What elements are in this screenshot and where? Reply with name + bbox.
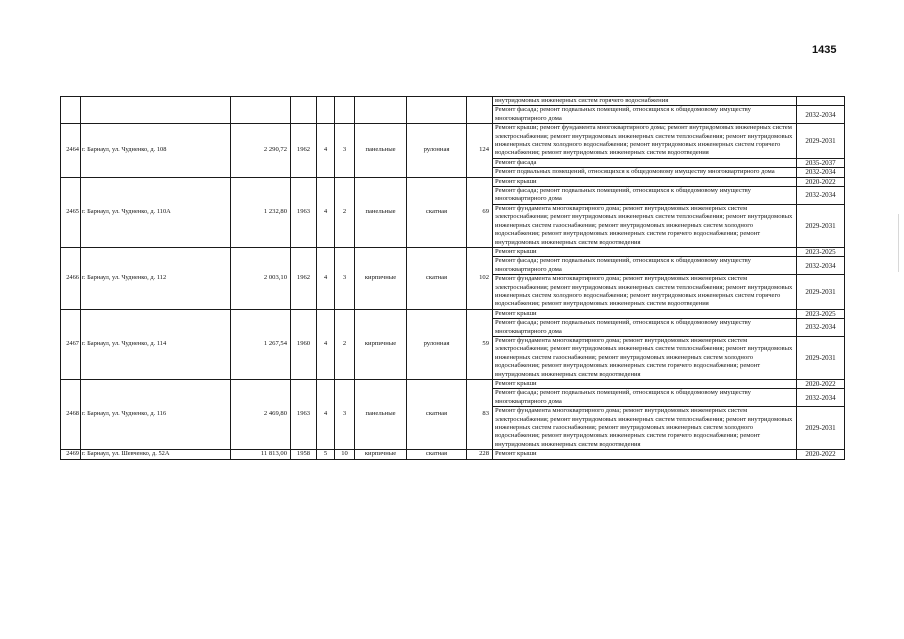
table-row <box>61 450 845 459</box>
work-description: Ремонт крыши <box>493 380 797 389</box>
work-period: 2023-2025 <box>797 247 845 256</box>
work-description: Ремонт фасада; ремонт подвальных помещений, относящихся к общедомовому имуществу многоквартирного дома <box>493 389 797 407</box>
table-row <box>61 124 845 159</box>
work-description: Ремонт фундамента многоквартирного дома; ремонт внутридомовых инженерных систем электроснабжения; ремонт внутридомовых инженерных систем теплоснабжения; ремонт внутридомовых инженерных систем газоснабжения; ремонт внутридомовых инженерных систем холодного водоснабжения; ремонт внутридомовых инженерных систем горячего водоснабжения; ремонт внутридомовых инженерных систем водоотведения <box>493 407 797 450</box>
empty-cell <box>61 97 81 124</box>
page-number: 1435 <box>812 44 837 56</box>
building-year: 1958 <box>291 450 317 459</box>
empty-cell <box>407 97 467 124</box>
building-floors: 4 <box>317 247 335 309</box>
work-description: Ремонт крыши; ремонт фундамента многоквартирного дома; ремонт внутридомовых инженерных систем электроснабжения; ремонт внутридомовых инженерных систем теплоснабжения; ремонт внутридомовых инженерных систем холодного водоснабжения; ремонт внутридомовых инженерных систем горячего водоснабжения; ремонт внутридомовых инженерных систем водоотведения <box>493 124 797 159</box>
roof-type: скатная <box>407 380 467 450</box>
work-description: Ремонт фундамента многоквартирного дома; ремонт внутридомовых инженерных систем электроснабжения; ремонт внутридомовых инженерных систем теплоснабжения; ремонт внутридомовых инженерных систем холодного водоснабжения; ремонт внутридомовых инженерных систем горячего водоснабжения; ремонт внутридомовых инженерных систем водоотведения <box>493 275 797 310</box>
work-description: Ремонт крыши <box>493 247 797 256</box>
table-row <box>61 97 845 106</box>
roof-type: рулонная <box>407 309 467 379</box>
wall-material: кирпичные <box>355 309 407 379</box>
building-floors: 4 <box>317 177 335 247</box>
wall-material: панельные <box>355 124 407 177</box>
work-description: Ремонт фасада <box>493 158 797 167</box>
building-address: г. Барнаул, ул. Чудненко, д. 114 <box>81 309 231 379</box>
work-description: Ремонт подвальных помещений, относящихся к общедомовому имуществу многоквартирного дома <box>493 168 797 177</box>
work-period: 2032-2034 <box>797 319 845 337</box>
building-area: 2 469,80 <box>231 380 291 450</box>
work-period: 2029-2031 <box>797 407 845 450</box>
table-row <box>61 247 845 256</box>
row-number: 2464 <box>61 124 81 177</box>
row-number: 2468 <box>61 380 81 450</box>
work-description: Ремонт крыши <box>493 309 797 318</box>
register-body <box>61 97 845 460</box>
empty-cell <box>467 97 493 124</box>
work-period: 2029-2031 <box>797 124 845 159</box>
row-number: 2467 <box>61 309 81 379</box>
building-address: г. Барнаул, ул. Чудненко, д. 112 <box>81 247 231 309</box>
work-description: Ремонт фасада; ремонт подвальных помещений, относящихся к общедомовому имуществу многоквартирного дома <box>493 187 797 205</box>
empty-cell <box>335 97 355 124</box>
row-number: 2465 <box>61 177 81 247</box>
empty-cell <box>81 97 231 124</box>
empty-cell <box>231 97 291 124</box>
building-area: 1 267,54 <box>231 309 291 379</box>
flats-count: 83 <box>467 380 493 450</box>
work-period: 2020-2022 <box>797 177 845 186</box>
work-period: 2020-2022 <box>797 450 845 459</box>
building-entrances: 3 <box>335 247 355 309</box>
work-description: Ремонт фундамента многоквартирного дома; ремонт внутридомовых инженерных систем электроснабжения; ремонт внутридомовых инженерных систем теплоснабжения; ремонт внутридомовых инженерных систем газоснабжения; ремонт внутридомовых инженерных систем холодного водоснабжения; ремонт внутридомовых инженерных систем горячего водоснабжения; ремонт внутридомовых инженерных систем водоотведения <box>493 336 797 379</box>
work-description: Ремонт крыши <box>493 450 797 459</box>
housing-register-table <box>60 96 845 460</box>
building-year: 1962 <box>291 247 317 309</box>
roof-type: рулонная <box>407 124 467 177</box>
empty-cell <box>291 97 317 124</box>
building-year: 1962 <box>291 124 317 177</box>
work-period: 2029-2031 <box>797 336 845 379</box>
scan-edge-mark <box>898 214 899 272</box>
work-period: 2032-2034 <box>797 168 845 177</box>
building-entrances: 3 <box>335 124 355 177</box>
building-floors: 5 <box>317 450 335 459</box>
flats-count: 102 <box>467 247 493 309</box>
empty-cell <box>355 97 407 124</box>
empty-cell <box>317 97 335 124</box>
wall-material: панельные <box>355 380 407 450</box>
wall-material: панельные <box>355 177 407 247</box>
building-area: 11 813,00 <box>231 450 291 459</box>
building-entrances: 10 <box>335 450 355 459</box>
wall-material: кирпичные <box>355 247 407 309</box>
work-period: 2032-2034 <box>797 106 845 124</box>
building-floors: 4 <box>317 380 335 450</box>
building-address: г. Барнаул, ул. Чудненко, д. 108 <box>81 124 231 177</box>
building-area: 2 003,10 <box>231 247 291 309</box>
row-number: 2466 <box>61 247 81 309</box>
roof-type: скатная <box>407 247 467 309</box>
building-entrances: 2 <box>335 177 355 247</box>
wall-material: кирпичные <box>355 450 407 459</box>
flats-count: 228 <box>467 450 493 459</box>
building-entrances: 2 <box>335 309 355 379</box>
work-period: 2035-2037 <box>797 158 845 167</box>
building-area: 2 290,72 <box>231 124 291 177</box>
building-entrances: 3 <box>335 380 355 450</box>
work-period: 2023-2025 <box>797 309 845 318</box>
work-description: Ремонт фасада; ремонт подвальных помещений, относящихся к общедомовому имуществу многоквартирного дома <box>493 106 797 124</box>
work-period: 2029-2031 <box>797 275 845 310</box>
building-year: 1963 <box>291 380 317 450</box>
table-row <box>61 309 845 318</box>
building-year: 1963 <box>291 177 317 247</box>
building-area: 1 232,80 <box>231 177 291 247</box>
table-row <box>61 380 845 389</box>
work-period: 2029-2031 <box>797 204 845 247</box>
building-year: 1960 <box>291 309 317 379</box>
flats-count: 59 <box>467 309 493 379</box>
flats-count: 69 <box>467 177 493 247</box>
table-row <box>61 177 845 186</box>
work-description: Ремонт крыши <box>493 177 797 186</box>
building-floors: 4 <box>317 124 335 177</box>
work-description: Ремонт фасада; ремонт подвальных помещений, относящихся к общедомовому имуществу многоквартирного дома <box>493 257 797 275</box>
work-period: 2020-2022 <box>797 380 845 389</box>
work-period: 2032-2034 <box>797 389 845 407</box>
work-period <box>797 97 845 106</box>
row-number: 2469 <box>61 450 81 459</box>
roof-type: скатная <box>407 450 467 459</box>
work-period: 2032-2034 <box>797 257 845 275</box>
building-address: г. Барнаул, ул. Чудненко, д. 116 <box>81 380 231 450</box>
roof-type: скатная <box>407 177 467 247</box>
work-period: 2032-2034 <box>797 187 845 205</box>
work-description: Ремонт фасада; ремонт подвальных помещений, относящихся к общедомовому имуществу многоквартирного дома <box>493 319 797 337</box>
building-floors: 4 <box>317 309 335 379</box>
building-address: г. Барнаул, ул. Чудненко, д. 110А <box>81 177 231 247</box>
flats-count: 124 <box>467 124 493 177</box>
work-description: Ремонт фундамента многоквартирного дома; ремонт внутридомовых инженерных систем электроснабжения; ремонт внутридомовых инженерных систем теплоснабжения; ремонт внутридомовых инженерных систем газоснабжения; ремонт внутридомовых инженерных систем холодного водоснабжения; ремонт внутридомовых инженерных систем горячего водоснабжения; ремонт внутридомовых инженерных систем водоотведения <box>493 204 797 247</box>
work-description: внутридомовых инженерных систем горячего водоснабжения <box>493 97 797 106</box>
building-address: г. Барнаул, ул. Шевченко, д. 52А <box>81 450 231 459</box>
